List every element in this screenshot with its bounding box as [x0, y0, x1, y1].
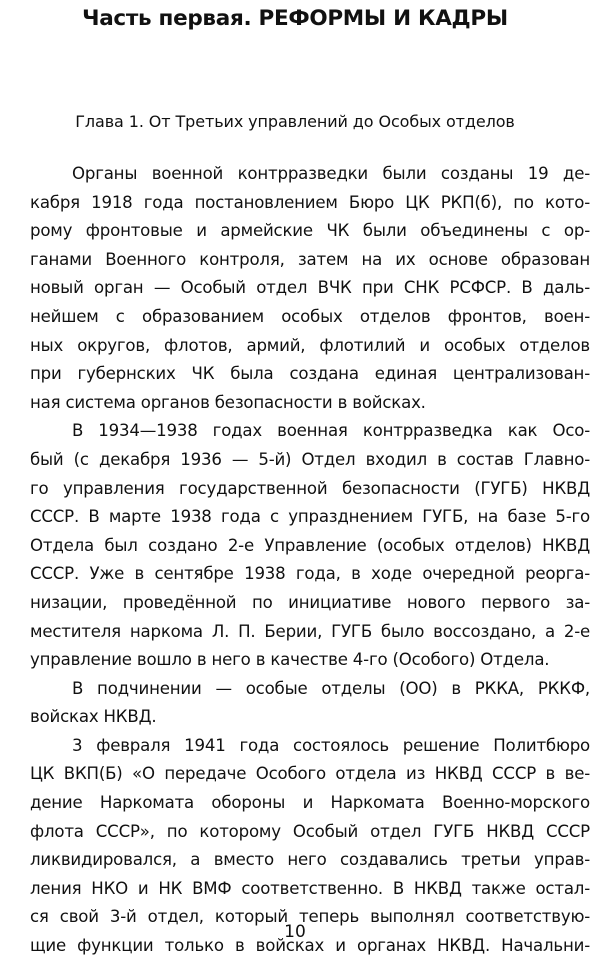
- text-line: ных округов, флотов, армий, флотилий и особых отделов: [30, 335, 590, 355]
- chapter-title: Глава 1. От Третьих управлений до Особых отделов: [75, 112, 515, 131]
- text-line: войсках НКВД.: [30, 707, 157, 727]
- text-line: дение Наркомата обороны и Наркомата Военно-морского: [30, 793, 590, 813]
- text-line: Органы военной контрразведки были созданы 19 де-: [72, 164, 590, 183]
- text-line: СССР. Уже в сентябре 1938 года, в ходе очередной реорга-: [30, 564, 590, 584]
- text-line: ления НКО и НК ВМФ соответственно. В НКВД также остал-: [30, 878, 590, 898]
- text-line: ся свой 3-й отдел, который теперь выполнял соответствую-: [30, 907, 590, 927]
- text-line: ЦК ВКП(Б) «О передаче Особого отдела из НКВД СССР в ве-: [30, 764, 590, 784]
- text-line: СССР. В марте 1938 года с упразднением ГУГБ, на базе 5-го: [30, 507, 590, 527]
- text-line: местителя наркома Л. П. Берии, ГУГБ было воссоздано, а 2-е: [30, 621, 590, 641]
- text-line: 3 февраля 1941 года состоялось решение Политбюро: [72, 735, 590, 755]
- text-line: го управления государственной безопасности (ГУГБ) НКВД: [30, 478, 590, 498]
- text-line: ная система органов безопасности в войсках.: [30, 392, 426, 412]
- body-text: [30, 160, 590, 961]
- page-number: 10: [284, 922, 306, 942]
- text-line: рому фронтовые и армейские ЧК были объединены с ор-: [30, 221, 590, 241]
- text-line: кабря 1918 года постановлением Бюро ЦК РКП(б), по кото-: [30, 192, 590, 212]
- text-line: ганами Военного контроля, затем на их основе образован: [30, 249, 590, 269]
- text-line: щие функции только в войсках и органах НКВД. Начальни-: [30, 936, 590, 956]
- text-line: флота СССР», по которому Особый отдел ГУГБ НКВД СССР: [30, 821, 590, 841]
- text-line: низации, проведённой по инициативе нового первого за-: [30, 592, 590, 612]
- text-line: ликвидировался, а вместо него создавались третьи управ-: [30, 850, 590, 870]
- text-line: новый орган — Особый отдел ВЧК при СНК РСФСР. В даль-: [30, 278, 590, 298]
- text-line: Отдела был создано 2-е Управление (особых отделов) НКВД: [30, 535, 590, 555]
- text-line: при губернских ЧК была создана единая централизован-: [30, 364, 590, 384]
- text-line: управление вошло в него в качестве 4-го (Особого) Отдела.: [30, 650, 550, 670]
- text-line: В подчинении — особые отделы (ОО) в РККА, РККФ,: [72, 678, 590, 698]
- part-title: Часть первая. РЕФОРМЫ И КАДРЫ: [82, 6, 508, 31]
- text-line: нейшем с образованием особых отделов фронтов, воен-: [30, 306, 590, 326]
- text-line: бый (с декабря 1936 — 5-й) Отдел входил в состав Главно-: [30, 449, 590, 469]
- text-line: В 1934—1938 годах военная контрразведка как Осо-: [72, 421, 590, 441]
